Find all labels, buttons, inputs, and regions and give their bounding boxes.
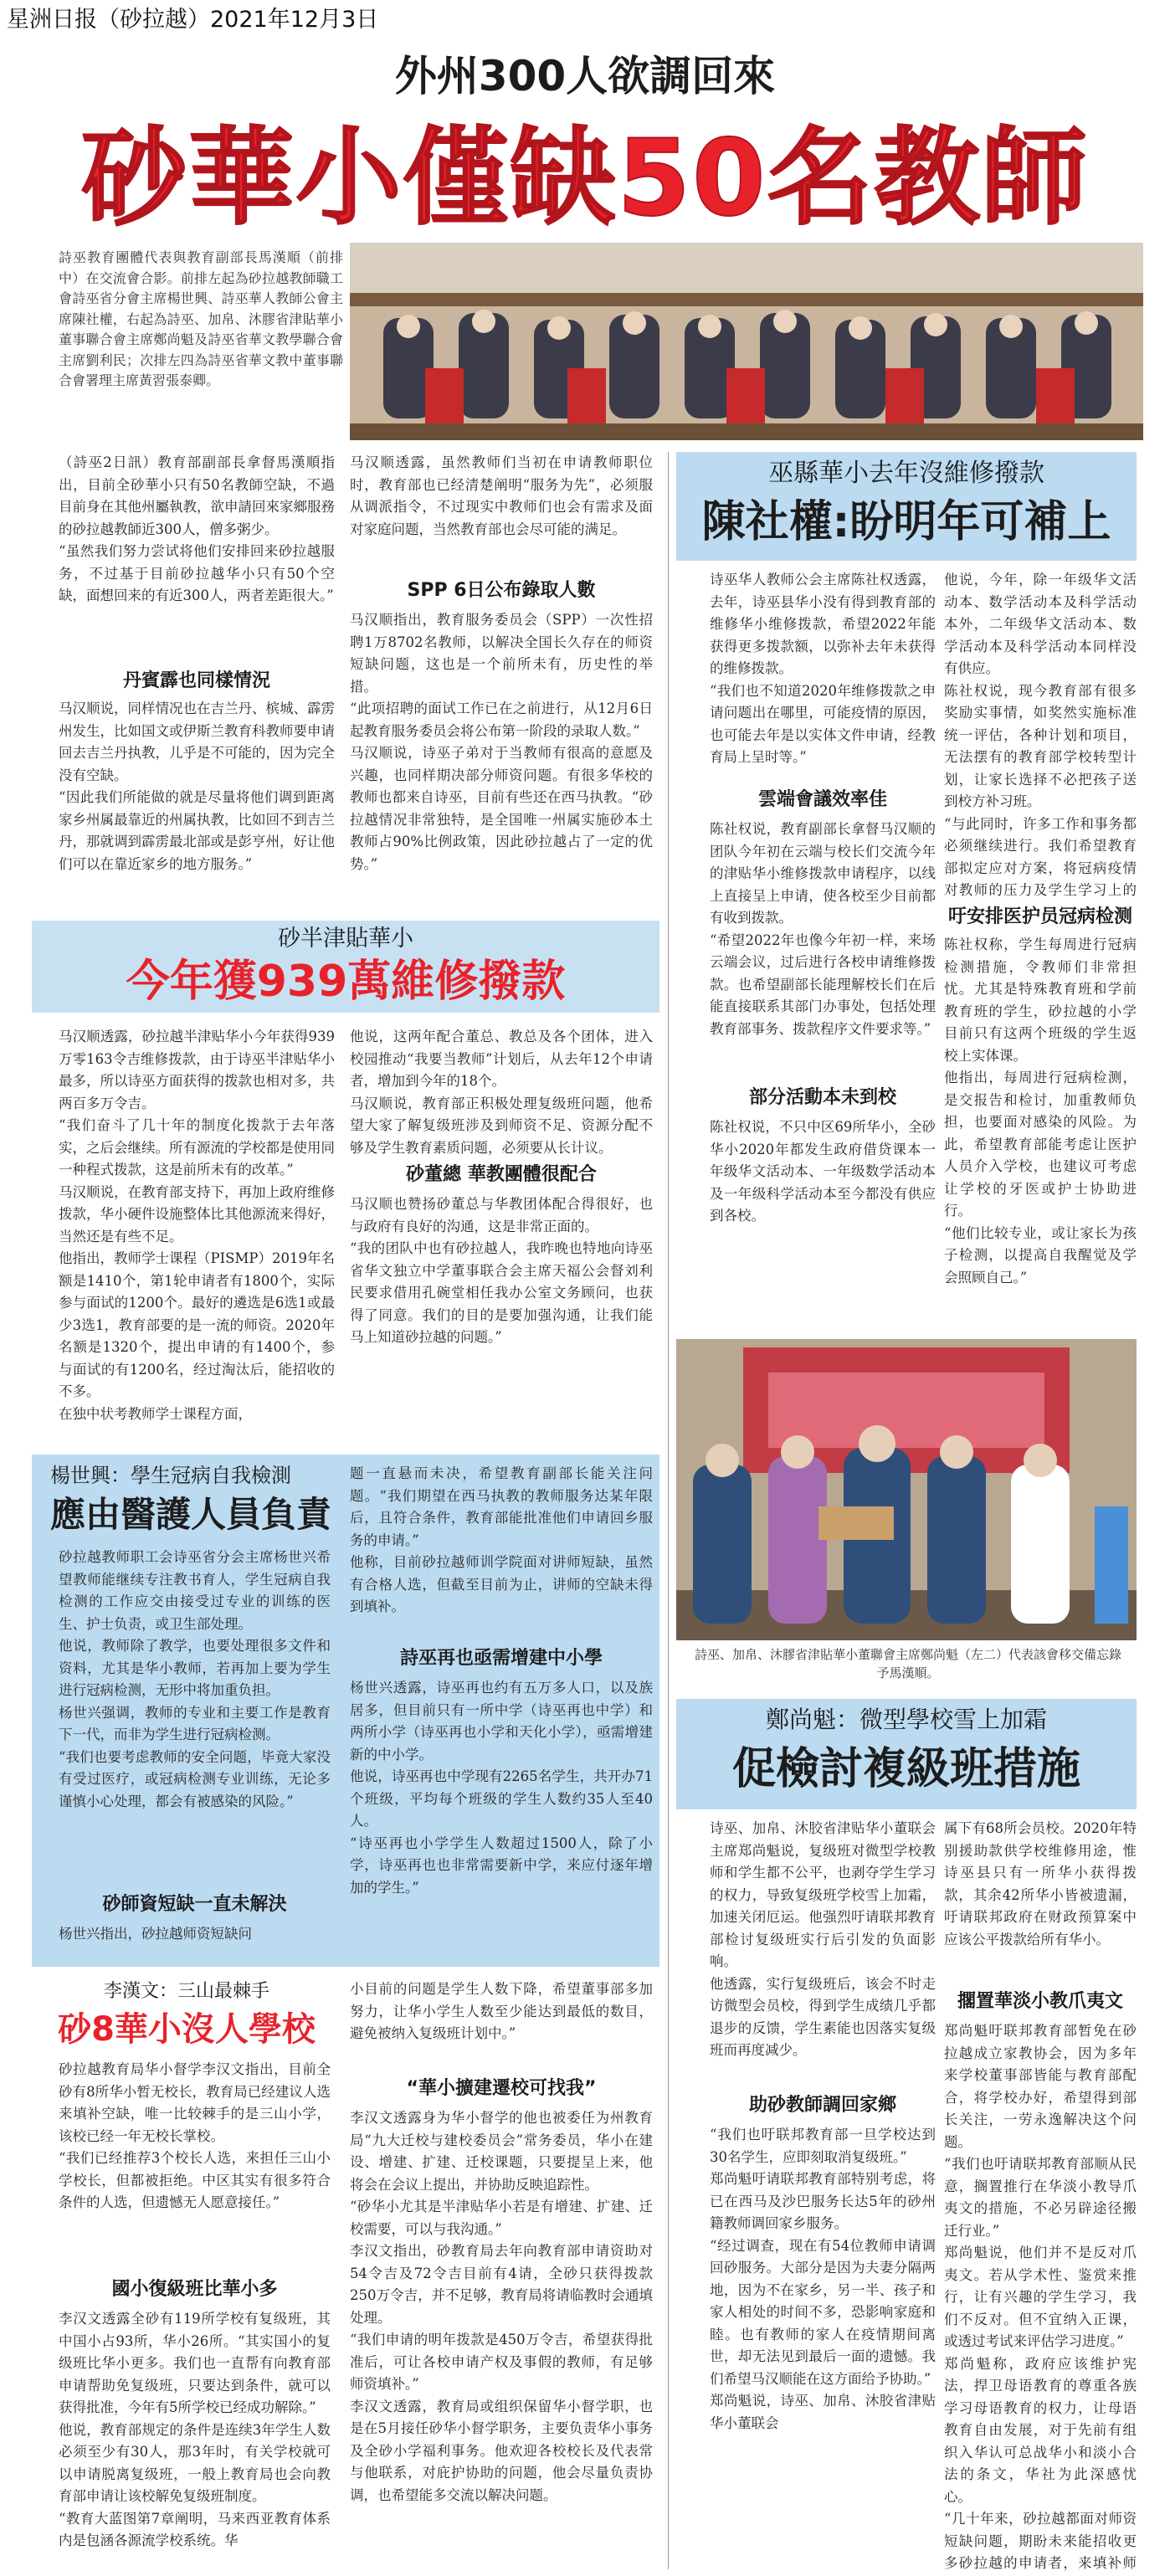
side-subhead-1: 雲端會議效率佳 xyxy=(757,789,887,810)
mid-col1: 马汉顺透露，砂拉越半津贴华小今年获得939万零163令吉维修拨款，由于诗巫半津贴华小最多，所以诗巫方面获得的拨款也相对多，共两百多万令吉。 “我们奋斗了几十年的制度化拨款于去年落实，之后会继续。所有源流的学校都是使用同一种程式拨款，这是前所未有的改革。” 马汉顺说，在教育部支持下，再加上政府维修拨款，华小硬件设施整体比其他源流来得好，当然还是有些不足。 他指出，教师学士课程（PISMP）2019年名额是1410个，第1轮申请者有1800个，实际参与面试的1200个。最好的遴选是6选1或最少3选1，教育部要的是一流的师资。2020年名额是1320个，提出申请的有1400个，参与面试的有1200名，经过淘汰后，能招收的不多。 在独中状考教师学士课程方面， xyxy=(59,1029,335,1422)
zheng-col1b: “我们也吁联邦教育部一旦学校达到30名学生，应即刻取消复级班。” 郑尚魁吁请联邦教育部特别考虑，将已在西马及沙巴服务长达5年的砂州籍教师调回家乡服务。 “经过调查，现在有54位教师申请调回砂服务。大部分是因为夫妻分隔两地，因为不在家乡，另一半、孩子和家人相处的时间不多，恐影响家庭和睦。也有教师的家人在疫情期间离世，却无法见到最后一面的遗憾。我们希望马汉顺能在这方面给予协助。” 郑尚魁说，诗巫、加帛、沐胶省津贴华小董联会 xyxy=(710,2127,936,2431)
side-subhead-3: 吁安排医护员冠病检测 xyxy=(947,906,1132,927)
mid-subhead-1: 砂董總 華教團體很配合 xyxy=(406,1164,597,1185)
main-photo-caption: 詩巫教育團體代表與教育副部長馬漢順（前排中）在交流會合影。前排左起為砂拉越教師職工會詩巫省分會主席楊世興、詩巫華人教師公會主席陳社權，右起為詩巫、加帛、沐膠省津貼華小董事聯合會主席鄭尚魁及詩巫省華文教學聯合會主席劉利民；次排左四為詩巫省華文教中董事聯合會署理主席黃習張泰卿。 xyxy=(59,249,343,388)
side-col1c: 陈社权说，不只中区69所华小，全砂华小2020年都发生政府借贷课本一年级华文活动本、一年级数学活动本及一年级科学活动本至今都没有供应到各校。 xyxy=(710,1119,936,1224)
mid-col2b: 马汉顺也赞扬砂董总与华教团体配合得很好，也与政府有良好的沟通，这是非常正面的。 “我的团队中也有砂拉越人，我昨晚也特地向诗巫省华文独立中学董事联合会主席天福公会督刘利民要求借用孔碗堂相任我办公室文务顾问，也获得了同意。我们的目的是要加强沟通，让我们能马上知道砂拉越的问题。” xyxy=(350,1196,653,1345)
zheng-subhead-2: 擱置華淡小教爪夷文 xyxy=(957,1991,1123,2012)
zheng-subhead-1: 助砂教師調回家鄉 xyxy=(748,2095,896,2116)
main-kicker: 外州300人欲調回來 xyxy=(394,52,776,100)
memorandum-photo-caption: 詩巫、加帛、沐膠省津貼華小董聯會主席鄭尚魁（左二）代表該會移交備忘錄予馬漢順。 xyxy=(695,1647,1122,1681)
mid-headline: 今年獲939萬維修撥款 xyxy=(126,957,566,1007)
main-subhead-2: SPP 6日公布錄取人數 xyxy=(407,580,596,601)
side-headline: 陳社權:盼明年可補上 xyxy=(701,497,1111,547)
li-col1: 砂拉越教育局华小督学李汉文指出，目前全砂有8所华小暂无校长，教育局已经建议人选来填补空缺，唯一比较棘手的是三山小学，该校已经一年无校长掌校。 “我们已经推荐3个校长人选，来担任三山小学校长，但都被拒绝。中区其实有很多符合条件的人选，但遗憾无人愿意接任。” xyxy=(59,2061,331,2210)
side-col1b: 陈社权说，教育副部长拿督马汉顺的团队今年初在云端与校长们交流今年的津贴华小维修拨款申请程序，以线上直接呈上申请，使各校至少目前都有收到拨款。 “希望2022年也像今年初一样，来场云端会议，过后进行各校申请维修拨款。也希望副部长能理解校长们在后能直接联系其部门办事处，包括处理教育部事务、拨款程序文件要求等。” xyxy=(710,821,936,1037)
main-headline: 砂華小僅缺50名教師 xyxy=(81,116,1089,239)
li-subhead-1: 國小復級班比華小多 xyxy=(111,2279,278,2300)
zheng-col2: 属下有68所会员校。2020年特别援助款供学校维修用途，惟诗巫县只有一所华小获得拨款，其余42所华小皆被遗漏，吁请联邦政府在财政预算案中应该公平拨款给所有华小。 xyxy=(944,1820,1137,1947)
memorandum-photo-image xyxy=(676,1339,1137,1640)
yang-subhead-1: 砂師資短缺一直未解決 xyxy=(102,1894,287,1915)
yang-col1: 砂拉越教师职工会诗巫省分会主席杨世兴希望教师能继续专注教书育人，学生冠病自我检测的工作应交由接受过专业的训练的医生、护士负责，或卫生部处理。 他说，教师除了教学，也要处理很多文件和资料，尤其是华小教师，若再加上要为学生进行冠病检测，无形中将加重负担。 杨世兴强调，教师的专业和主要工作是教育下一代，而非为学生进行冠病检测。 “我们也要考虑教师的安全问题，毕竟大家没有受过医疗，或冠病检测专业训练，无论多谨慎小心处理，都会有被感染的风险。” xyxy=(59,1549,331,1809)
mid-kicker: 砂半津貼華小 xyxy=(278,926,413,952)
side-col1: 诗巫华人教师公会主席陈社权透露，去年，诗巫县华小没有得到教育部的维修华小维修拨款，希望2022年能获得更多拨款额，以弥补去年未获得的维修拨款。 “我们也不知道2020年维修拨款之申请问题出在哪里，可能疫情的原因，也可能去年是以实体文件申请，经教育局上呈时等。” xyxy=(710,572,936,765)
yang-subhead-2: 詩巫再也亟需增建中小學 xyxy=(399,1648,603,1669)
main-group-photo xyxy=(350,243,1143,440)
li-headline: 砂8華小沒人學校 xyxy=(58,2010,316,2049)
main-subhead-1: 丹賓霹也同樣情況 xyxy=(122,670,270,691)
side-col2b: 陈社权称，学生每周进行冠病检测措施，令教师们非常担忧。尤其是特殊教育班和学前教育班的学生，砂拉越的小学目前只有这两个班级的学生返校上实体课。 他指出，每周进行冠病检测，是交报告和检讨，加重教师负担，也要面对感染的风险。为此，希望教育部能考虑让医护人员介入学校，也建议可考虑让学校的牙医或护士协助进行。 “他们比较专业，或让家长为孩子检测，以提高自我醒觉及学会照顾自己。” xyxy=(944,936,1137,1285)
zheng-headline: 促檢討複級班措施 xyxy=(731,1744,1080,1794)
side-col2: 他说，今年，除一年级华文活动本、数学活动本及科学活动本外，二年级华文活动本、数学活动本及科学活动本同样没有供应。 陈社权说，现今教育部有很多奖励实事情，如奖然实施标准统一评估，各种计划和项目，无法摆有的教育部学校转型计划，让家长选择不必把孩子送到校方补习班。 “与此同时，许多工作和事务都必须继续进行。我们希望教育部拟定应对方案，将冠病疫情对教师的压力及学生学习上的 xyxy=(944,572,1137,898)
yang-kicker: 楊世興：學生冠病自我檢測 xyxy=(50,1464,291,1487)
zheng-col1: 诗巫、加帛、沐胶省津贴华小董联会主席郑尚魁说，复级班对微型学校教师和学生都不公平，也剥夺学生学习的权力，导致复级班学校雪上加霜，加速关闭厄运。他强烈吁请联邦教育部检讨复级班实行后引发的负面影响。 他透露，实行复级班后，该会不时走访微型会员校，得到学生成绩几乎都退步的反馈，学生素能也因落实复级班而再度减少。 xyxy=(710,1820,936,2058)
yang-col1b: 杨世兴指出，砂拉越师资短缺问 xyxy=(59,1926,252,1942)
li-col2: 小目前的问题是学生人数下降，希望董事部多加努力，让华小学生人数至少能达到最低的数目，避免被纳入复级班计划中。” xyxy=(350,1981,653,2041)
side-kicker: 巫縣華小去年沒維修撥款 xyxy=(768,459,1044,488)
main-article-col1: （詩巫2日訊）教育部副部長拿督馬漢順指出，目前全砂華小只有50名教師空缺，不過目前身在其他州屬執教，欲申請回來家鄉服務的砂拉越教師近300人，僧多粥少。 “虽然我们努力尝试将他们安排回来砂拉越服务，不过基于目前砂拉越华小只有50个空缺，面想回来的有近300人，两者差距很大。” xyxy=(59,454,335,603)
zheng-col2b: 郑尚魁吁联邦教育部暂免在砂拉越成立家教协会，因为多年来学校董事部皆能与教育部配合，将学校办好，希望得到部长关注，一劳永逸解决这个问题。 “我们也吁请联邦教育部顺从民意，搁置推行在华淡小教导爪夷文的措施，不必另辟途径搬迁行业。” 郑尚魁说，他们并不是反对爪夷文。若从学术性、鉴赏来推行，让有兴趣的学生学习，我们不反对。但不宜纳入正课，或透过考试来评估学习进度。” 郑尚魁称，政府应该维护宪法，捍卫母语教育的尊重各族学习母语教育的权力，让母语教育自由发展，对于先前有组织入华认可总战华小和淡小合法的条文，华社为此深感忧心。 “几十年来，砂拉越都面对师资短缺问题，期盼未来能招收更多砂拉越的申请者，来填补师 xyxy=(944,2023,1137,2571)
main-article-col2: 马汉顺透露，虽然教师们当初在申请教师职位时，教育部也已经清楚阐明“服务为先”，必须服从调派指令，不过现实中教师们也会有需求及面对家庭问题，当然教育部也会尽可能的满足。 xyxy=(350,454,653,537)
side-subhead-2: 部分活動本未到校 xyxy=(748,1087,896,1108)
zheng-kicker: 鄭尚魁：微型學校雪上加霜 xyxy=(765,1706,1047,1733)
mid-col2: 他说，这两年配合董总、教总及各个团体，进入校园推动“我要当教师”计划后，从去年12个申请者，增加到今年的18个。 马汉顺说，教育部正积极处理复级班问题，他希望大家了解复级班涉及到师资不足、资源分配不够及学生教育素质问题，必须要从长计议。 xyxy=(350,1029,653,1156)
li-subhead-2: “華小擴建遷校可找我” xyxy=(406,2078,597,2099)
column-rule xyxy=(668,452,669,2569)
li-col1b: 李汉文透露全砂有119所学校有复级班，其中国小占93所，华小26所。“其实国小的复级班比华小更多。我们也一直帮有向教育部申请帮助免复级班，只要达到条件，就可以获得批准，今年有5所学校已经成功解除。” 他说，教育部规定的条件是连续3年学生人数必须至少有30人，那3年时，有关学校就可以申请脱离复级班，一般上教育局也会向教育部申请让该校解免复级班制度。 “教育大蓝图第7章阐明，马来西亚教育体系内是包涵各源流学校系统。华 xyxy=(59,2311,331,2548)
li-col2b: 李汉文透露身为华小督学的他也被委任为州教育局“九大迁校与建校委员会”常务委员，华小在建设、增建、扩建、迁校课题，只要提呈上来，他将会在会议上提出，并协助反映追踪性。 “砂华小尤其是半津贴华小若是有增建、扩建、迁校需要，可以与我沟通。” 李汉文指出，砂教育局去年向教育部申请资助对54令吉及72令吉目前有4请，全砂只获得拨款250万令吉，并不足够，教育局将请临教时会通填处理。 “我们申请的明年拨款是450万令吉，希望获得批准后，可让各校申请产权及事假的教师，有足够师资填补。” 李汉文透露，教育局或组织保留华小督学职，也是在5月接任砂华小督学职务，主要负责华小事务及全砂小学福利事务。他欢迎各校校长及代表常与他联系，对庇护协助的问题，他会尽量负责协调，也希望能多交流以解决问题。 xyxy=(350,2110,653,2503)
masthead-source: 星洲日报（砂拉越）2021年12月3日 xyxy=(7,7,379,33)
yang-headline: 應由醫護人員負責 xyxy=(50,1494,332,1535)
main-article-col1b: 马汉顺说，同样情况也在吉兰丹、槟城、霹雳州发生，比如国文或伊斯兰教育科教师要申请回去吉兰丹执教，儿乎是不可能的，因为完全没有空缺。 “因此我们所能做的就是尽量将他们调到距离家乡州属最靠近的州属执教，比如回不到吉兰丹，那就调到霹雳最北部或是彭亨州，好让他们可以在靠近家乡的地方服务。” xyxy=(59,700,335,872)
yang-col2b: 杨世兴透露，诗巫再也约有五万多人口，以及族居多，但目前只有一所中学（诗巫再也中学）和两所小学（诗巫再也小学和天化小学），亟需增建新的中小学。 他说，诗巫再也中学现有2265名学生，共开办71个班级，平均每个班级的学生人数约35人至40人。 “诗巫再也小学学生人数超过1500人，除了小学，诗巫再也也非常需要新中学，来应付逐年增加的学生。” xyxy=(350,1680,653,1896)
memorandum-photo xyxy=(676,1339,1137,1640)
main-article-col2b: 马汉顺指出，教育服务委员会（SPP）一次性招聘1万8702名教师，以解决全国长久存在的师资短缺问题，这也是一个前所未有，历史性的举措。 “此项招聘的面试工作已在之前进行，从12月6日起教育服务委员会将公布第一阶段的录取人数。” 马汉顺说，诗巫子弟对于当教师有很高的意愿及兴趣，也同样期决部分师资问题。有很多华校的教师也都来自诗巫，目前有些还在西马执教。“砂拉越情况非常独特，是全国唯一州属实施砂本土教师占90%比例政策，因此砂拉越占了一定的优势。” xyxy=(350,612,653,872)
li-kicker: 李漢文：三山最棘手 xyxy=(103,1981,269,2002)
group-photo-image xyxy=(350,243,1143,440)
yang-col2: 题一直悬而未决，希望教育副部长能关注问题。“我们期望在西马执教的教师服务达某年限后，且符合条件，教育部能批准他们申请回乡服务的申请。” 他称，目前砂拉越师训学院面对讲师短缺，虽然有合格人选，但截至目前为止，讲师的空缺未得到填补。 xyxy=(350,1465,653,1614)
